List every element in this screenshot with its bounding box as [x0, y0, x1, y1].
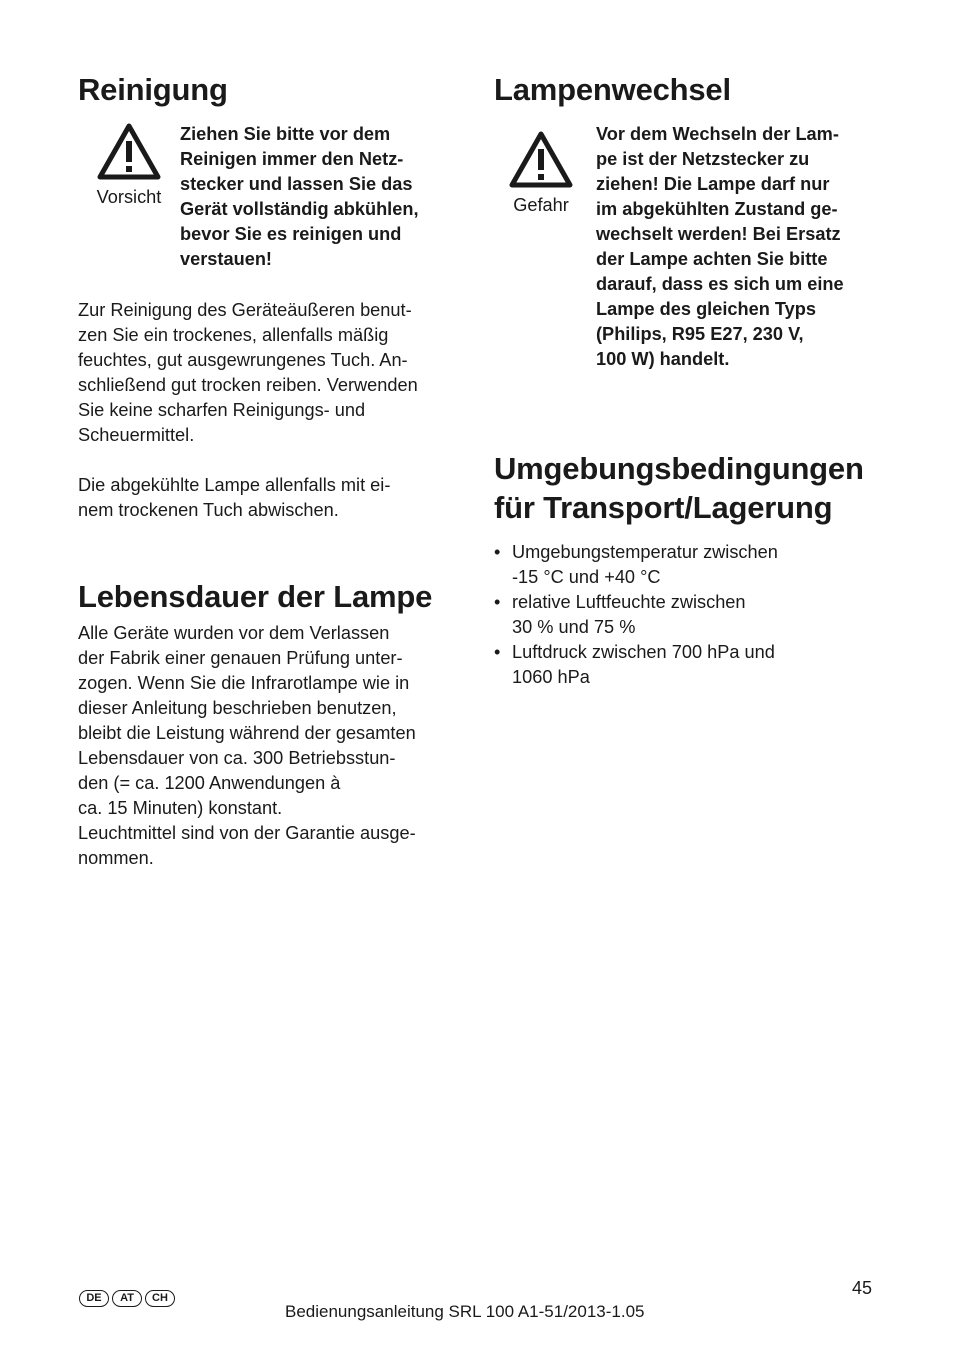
danger-text-line: darauf, dass es sich um eine	[596, 274, 844, 294]
text-line: den (= ca. 1200 Anwendungen à	[78, 773, 341, 793]
danger-icon-group	[496, 122, 586, 372]
danger-text-line: (Philips, R95 E27, 230 V,	[596, 324, 804, 344]
bullet: •	[494, 642, 501, 662]
danger-text-line: pe ist der Netzstecker zu	[596, 149, 810, 169]
country-badge-ch: CH	[145, 1290, 175, 1307]
danger-text-line: Lampe des gleichen Typs	[596, 299, 816, 319]
text-line: Die abgekühlte Lampe allenfalls mit ei-	[78, 475, 391, 495]
reinigung-paragraph-1	[78, 298, 468, 448]
country-badge-de: DE	[79, 1290, 109, 1307]
danger-text-line: ziehen! Die Lampe darf nur	[596, 174, 830, 194]
text-line: Sie keine scharfen Reinigungs- und	[78, 400, 366, 420]
text-line: Leuchtmittel sind von der Garantie ausge-	[78, 823, 416, 843]
reinigung-paragraph-2	[78, 473, 468, 523]
country-badge-at: AT	[112, 1290, 142, 1307]
bullet: •	[494, 542, 501, 562]
caution-text-line: Gerät vollständig abkühlen,	[180, 199, 419, 219]
list-item-line: Luftdruck zwischen 700 hPa und	[512, 642, 775, 662]
lebensdauer-paragraph	[78, 621, 468, 871]
caution-text-line: verstauen!	[180, 249, 272, 269]
text-line: bleibt die Leistung während der gesamten	[78, 723, 416, 743]
right-column	[494, 70, 894, 690]
text-line: ca. 15 Minuten) konstant.	[78, 798, 283, 818]
text-line: Alle Geräte wurden vor dem Verlassen	[78, 623, 390, 643]
caution-block	[78, 122, 468, 272]
footer-text: Bedienungsanleitung SRL 100 A1-51/2013-1.05	[285, 1302, 645, 1321]
warning-triangle-icon	[508, 130, 574, 190]
bullet: •	[494, 592, 501, 612]
text-line: Zur Reinigung des Geräteäußeren benut-	[78, 300, 412, 320]
heading-reinigung: Reinigung	[78, 72, 228, 107]
danger-text	[596, 122, 844, 372]
danger-text-line: der Lampe achten Sie bitte	[596, 249, 828, 269]
caution-text-line: Reinigen immer den Netz-	[180, 149, 404, 169]
page-number: 45	[852, 1278, 873, 1298]
heading-lebensdauer: Lebensdauer der Lampe	[78, 579, 433, 614]
danger-label: Gefahr	[513, 195, 569, 215]
list-item	[494, 590, 894, 640]
caution-icon-group	[78, 122, 180, 272]
caution-label: Vorsicht	[96, 187, 162, 207]
heading-line: Umgebungsbedingungen	[494, 451, 864, 486]
list-item-line: relative Luftfeuchte zwischen	[512, 592, 746, 612]
heading-umgebung	[494, 449, 894, 527]
danger-text-line: Vor dem Wechseln der Lam-	[596, 124, 839, 144]
left-column	[78, 70, 468, 871]
text-line: schließend gut trocken reiben. Verwenden	[78, 375, 418, 395]
list-item-line: -15 °C und +40 °C	[512, 567, 661, 587]
text-line: zen Sie ein trockenes, allenfalls mäßig	[78, 325, 389, 345]
country-badges	[79, 1290, 175, 1307]
text-line: nommen.	[78, 848, 154, 868]
caution-text	[180, 122, 419, 272]
heading-line: für Transport/Lagerung	[494, 490, 833, 525]
text-line: der Fabrik einer genauen Prüfung unter-	[78, 648, 403, 668]
text-line: nem trockenen Tuch abwischen.	[78, 500, 339, 520]
caution-text-line: bevor Sie es reinigen und	[180, 224, 402, 244]
list-item-line: 1060 hPa	[512, 667, 590, 687]
caution-text-line: stecker und lassen Sie das	[180, 174, 413, 194]
list-item-line: 30 % und 75 %	[512, 617, 636, 637]
text-line: feuchtes, gut ausgewrungenes Tuch. An-	[78, 350, 408, 370]
list-item	[494, 640, 894, 690]
danger-text-line: im abgekühlten Zustand ge-	[596, 199, 838, 219]
conditions-list	[494, 540, 894, 690]
warning-triangle-icon	[96, 122, 162, 182]
text-line: dieser Anleitung beschrieben benutzen,	[78, 698, 397, 718]
text-line: Scheuermittel.	[78, 425, 195, 445]
danger-text-line: 100 W) handelt.	[596, 349, 730, 369]
danger-text-line: wechselt werden! Bei Ersatz	[596, 224, 841, 244]
text-line: zogen. Wenn Sie die Infrarotlampe wie in	[78, 673, 410, 693]
caution-text-line: Ziehen Sie bitte vor dem	[180, 124, 391, 144]
heading-lampenwechsel: Lampenwechsel	[494, 72, 731, 107]
danger-block	[494, 122, 894, 372]
list-item-line: Umgebungstemperatur zwischen	[512, 542, 778, 562]
list-item	[494, 540, 894, 590]
text-line: Lebensdauer von ca. 300 Betriebsstun-	[78, 748, 396, 768]
